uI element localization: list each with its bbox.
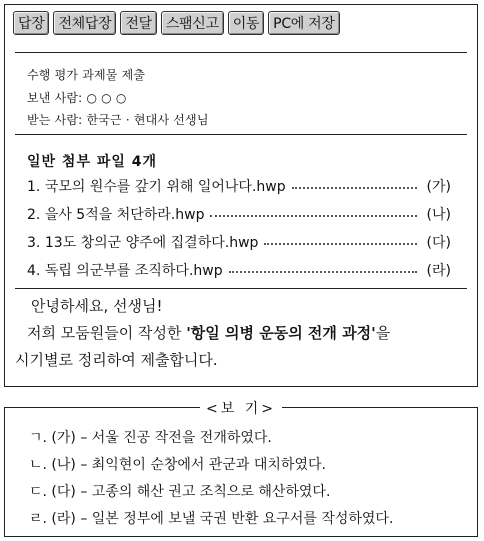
recipient-label: 받는 사람: [27, 113, 87, 127]
attachment-tag: (라) [426, 263, 451, 279]
attachments-title: 일반 첨부 파일 4개 [27, 154, 158, 170]
bogi-item: ㄴ. (나) – 최익현이 순창에서 관군과 대치하였다. [29, 457, 326, 473]
attachment-item[interactable] [27, 260, 451, 280]
attachment-tag: (가) [426, 179, 451, 195]
attachment-filename[interactable]: 4. 독립 의군부를 조직하다.hwp [27, 263, 223, 279]
divider [15, 52, 467, 53]
leader-dots [264, 243, 417, 245]
save-to-pc-button[interactable]: PC에 저장 [268, 11, 339, 35]
attachment-filename[interactable]: 1. 국모의 원수를 갚기 위해 일어나다.hwp [27, 179, 286, 195]
sender-name: ○ ○ ○ [86, 91, 127, 105]
attachment-item[interactable] [27, 204, 451, 224]
move-button[interactable]: 이동 [228, 11, 264, 35]
message-line: 저희 모둠원들이 작성한 '항일 의병 운동의 전개 과정'을 [27, 324, 391, 342]
message-topic: '항일 의병 운동의 전개 과정' [186, 324, 376, 342]
leader-dots [292, 187, 417, 189]
attachment-item[interactable] [27, 232, 451, 252]
mail-toolbar [13, 11, 340, 35]
forward-button[interactable]: 전달 [120, 11, 156, 35]
bogi-item: ㄷ. (다) – 고종의 해산 권고 조칙으로 해산하였다. [29, 484, 331, 500]
mail-subject: 수행 평가 과제물 제출 [27, 68, 146, 82]
sender-label: 보낸 사람: [27, 91, 87, 105]
message-line: 시기별로 정리하여 제출합니다. [15, 351, 218, 369]
attachment-tag: (나) [426, 207, 451, 223]
divider [15, 288, 467, 289]
message-greeting: 안녕하세요, 선생님! [31, 297, 163, 315]
sender-line [27, 89, 127, 106]
bogi-title: <보 기> [200, 398, 282, 418]
attachment-tag: (다) [426, 235, 451, 251]
bogi-item: ㄱ. (가) – 서울 진공 작전을 전개하였다. [29, 430, 272, 446]
reply-button[interactable]: 답장 [13, 11, 49, 35]
bogi-item: ㄹ. (라) – 일본 정부에 보낼 국권 반환 요구서를 작성하였다. [29, 511, 394, 527]
report-spam-button[interactable]: 스팸신고 [161, 11, 224, 35]
recipient-name: 한국근 · 현대사 선생님 [86, 113, 209, 127]
mail-window [4, 4, 478, 387]
attachment-filename[interactable]: 2. 을사 5적을 처단하라.hwp [27, 207, 205, 223]
bogi-box [4, 401, 478, 537]
recipient-line [27, 111, 209, 128]
leader-dots [210, 215, 417, 217]
leader-dots [229, 271, 417, 273]
reply-all-button[interactable]: 전체답장 [53, 11, 116, 35]
attachment-item[interactable] [27, 176, 451, 196]
divider [15, 134, 467, 135]
attachment-filename[interactable]: 3. 13도 창의군 양주에 집결하다.hwp [27, 235, 259, 251]
